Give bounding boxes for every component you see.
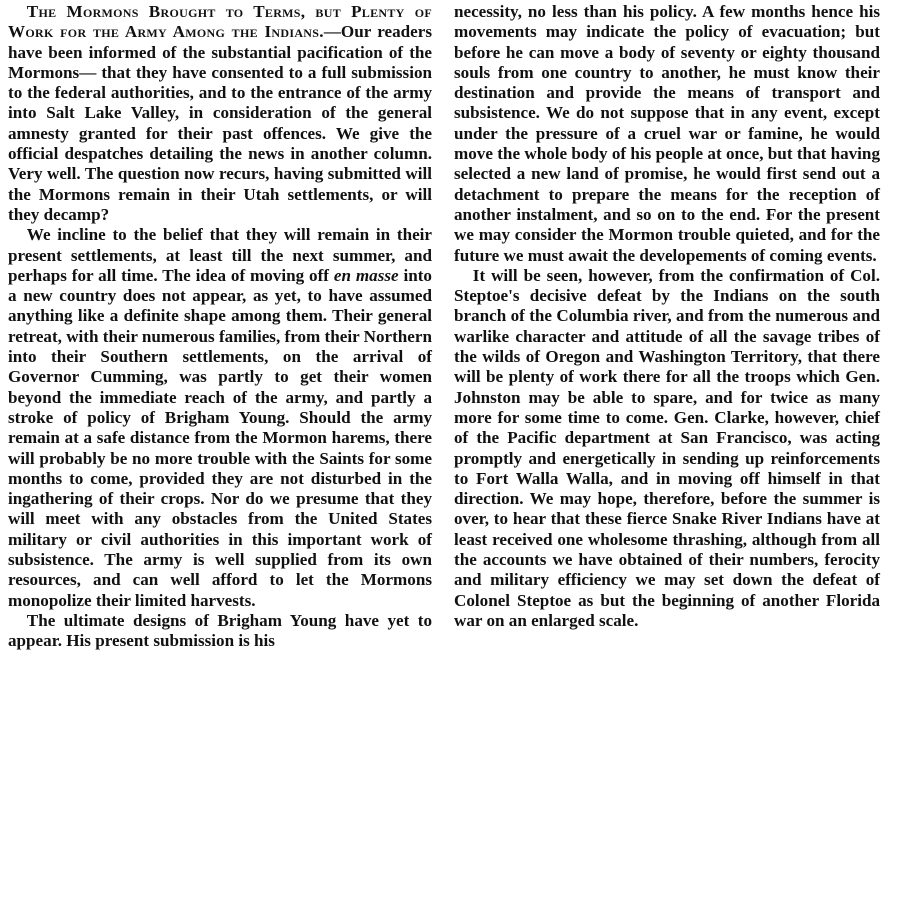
paragraph-3-text: The ultimate designs of Brigham Young have yet to appear. His present submission is his [8, 610, 432, 651]
paragraph-3-continued [454, 2, 880, 266]
paragraph-2-text-a: We incline to the belief that they will remain in their present settlements, at least till the next summer, and perhaps for all time. The idea of moving off [8, 225, 432, 285]
paragraph-3-continued-text: necessity, no less than his policy. A few months hence his movements may indicate the policy of evacuation; but before he can move a body of seventy or eighty thousand souls from one country to another, he must know their destination and provide the means of transport and subsistence. We do not suppose that in any event, except under the pressure of a cruel war or famine, he would move the whole body of his people at once, but that having selected a new land of promise, he would first send out a detachment to prepare the means for the reception of another instalment, and so on to the end. For the present we may consider the Mormon trouble quieted, and for the future we must await the developements of coming events. [454, 2, 880, 265]
paragraph-2-text-b: into a new country does not appear, as yet, to have assumed anything like a definite shape among them. Their general retreat, with their numerous families, from their Northern into their Southern settlements, on the arrival of Governor Cumming, was partly to get their women beyond the immediate reach of the army, and partly a stroke of policy of Brigham Young. Should the army remain at a safe distance from the Mormon harems, there will probably be no more trouble with the Saints for some months to come, provided they are not disturbed in the ingathering of their crops. Nor do we presume that they will meet with any obstacles from the United States military or civil authorities in this important work of subsistence. The army is well supplied from its own resources, and can well afford to let the Mormons monopolize their limited harvests. [8, 265, 432, 610]
right-column [444, 2, 880, 924]
paragraph-4 [454, 266, 880, 631]
paragraph-2 [8, 225, 432, 611]
column-gutter [447, 0, 448, 924]
paragraph-1: The Mormons Brought to Terms, but Plenty of Work for the Army Among the Indians.—Our readers have been informed of the substantial pacification of the Mormons— that they have consented to a full submission to the federal authorities, and to the entrance of the army into Salt Lake Valley, in consideration of the general amnesty granted for their past offences. We give the official despatches detailing the news in another column. Very well. The question now recurs, having submitted will the Mormons remain in their Utah settlements, or will they decamp? [8, 2, 433, 224]
article-headline: The Mormons Brought to Terms, but Plenty of Work for the Army Among the Indians. [8, 2, 432, 42]
paragraph-3 [8, 611, 432, 652]
left-column [8, 2, 444, 924]
paragraph-2-italic: en masse [333, 265, 399, 285]
paragraph-1-text: Our readers have been informed of the substantial pacification of the Mormons— that they have consented to a full submission to the federal authorities, and to the entrance of the army into Salt Lake Valley, in consideration of the general amnesty granted for their past offences. We give the official despatches detailing the news in another column. Very well. The question now recurs, having submitted will the Mormons remain in their Utah settlements, or will they decamp? [8, 22, 433, 224]
paragraph-4-text: It will be seen, however, from the confirmation of Col. Steptoe's decisive defeat by the Indians on the south branch of the Columbia river, and from the numerous and warlike character and attitude of all the savage tribes of the wilds of Oregon and Washington Territory, that there will be plenty of work there for all the troops which Gen. Johnston may be able to spare, and for twice as many more for some time to come. Gen. Clarke, however, chief of the Pacific department at San Francisco, was acting promptly and energetically in sending up reinforcements to Fort Walla Walla, and in moving off himself in that direction. We may hope, therefore, before the summer is over, to hear that these fierce Snake River Indians have at least received one wholesome thrashing, although from all the accounts we have obtained of their numbers, ferocity and military efficiency we may set down the defeat of Colonel Steptoe as but the beginning of another Florida war on an enlarged scale. [454, 265, 880, 630]
